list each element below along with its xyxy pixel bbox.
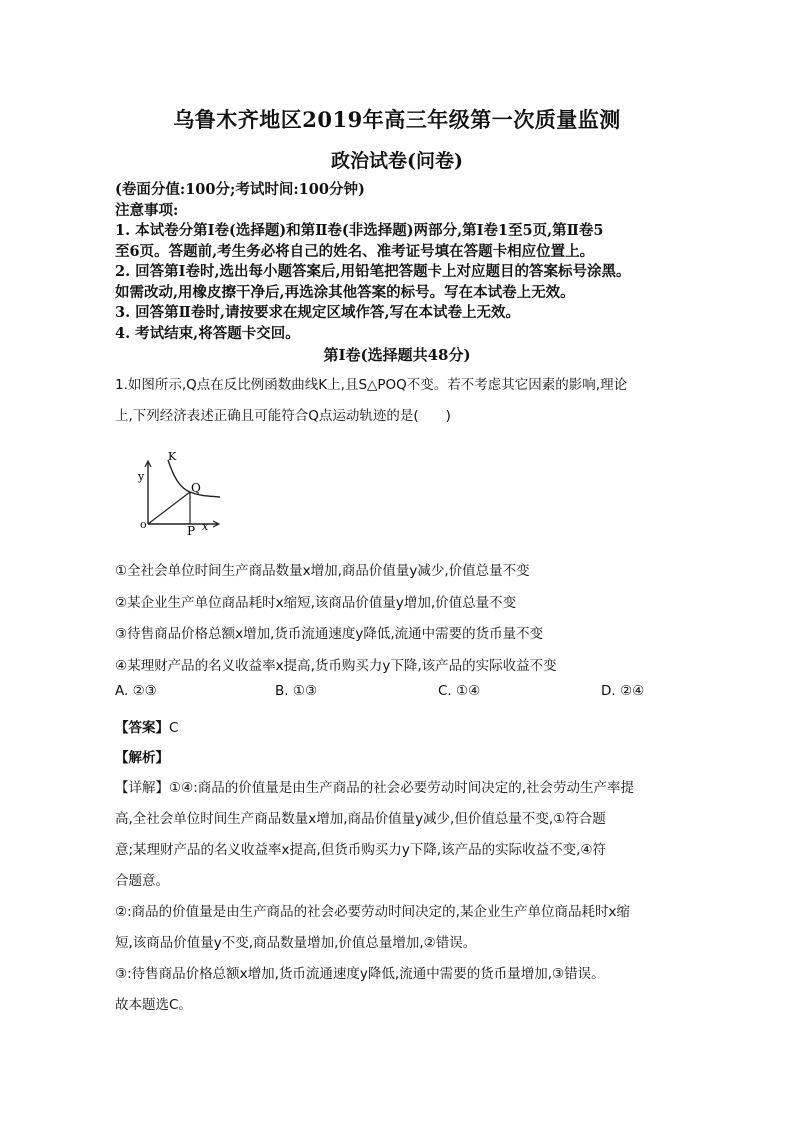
choice-a: A. ②③	[115, 683, 157, 699]
detail-line: 短,该商品价值量y不变,商品数量增加,价值总量增加,②错误。	[115, 935, 477, 951]
label-p: P	[187, 524, 196, 535]
option-statement: ②某企业生产单位商品耗时x缩短,该商品价值量y增加,价值总量不变	[115, 594, 517, 611]
answer-line	[115, 713, 695, 743]
inverse-proportion-figure	[128, 450, 228, 535]
question-options	[115, 556, 695, 682]
score-time-info: (卷面分值:100分;考试时间:100分钟)	[115, 181, 365, 198]
detail-line: 意;某理财产品的名义收益率x提高,但货币购买力y下降,该产品的实际收益不变,④符	[115, 842, 607, 858]
notes-line: 3. 回答第Ⅱ卷时,请按要求在规定区域作答,写在本试卷上无效。	[115, 304, 520, 321]
analysis-label: 【解析】	[115, 750, 169, 766]
notes-heading: 注意事项:	[115, 201, 179, 219]
detail-explanation	[115, 773, 695, 1021]
detail-line: 故本题选C。	[115, 997, 192, 1013]
notes-line: 1. 本试卷分第Ⅰ卷(选择题)和第Ⅱ卷(非选择题)两部分,第Ⅰ卷1至5页,第Ⅱ卷5	[115, 222, 604, 239]
detail-line: ③:待售商品价格总额x增加,货币流通速度y降低,流通中需要的货币量增加,③错误。	[115, 966, 605, 982]
answer-value: C	[169, 720, 179, 736]
option-statement: ④某理财产品的名义收益率x提高,货币购买力y下降,该产品的实际收益不变	[115, 657, 557, 674]
notes-line: 至6页。答题前,考生务必将自己的姓名、准考证号填在答题卡相应位置上。	[115, 242, 595, 260]
label-k: K	[168, 450, 177, 463]
choice-c: C. ①④	[438, 683, 481, 699]
label-y: y	[138, 470, 145, 483]
answer-label: 【答案】	[115, 720, 169, 736]
exam-title: 乌鲁木齐地区2019年高三年级第一次质量监测	[173, 107, 621, 132]
question-stem-line: 上,下列经济表述正确且可能符合Q点运动轨迹的是( )	[115, 408, 451, 424]
exam-notes	[115, 180, 695, 344]
section-title: 第Ⅰ卷(选择题共48分)	[323, 346, 471, 364]
exam-subtitle: 政治试卷(问卷)	[331, 150, 463, 172]
label-o: o	[140, 518, 147, 531]
question-stem	[115, 370, 695, 432]
label-q: Q	[191, 481, 201, 495]
notes-line: 2. 回答第Ⅰ卷时,选出每小题答案后,用铅笔把答题卡上对应题目的答案标号涂黑。	[115, 263, 631, 280]
detail-line: ②:商品的价值量是由生产商品的社会必要劳动时间决定的,某企业生产单位商品耗时x缩	[115, 904, 630, 920]
segment-oq	[148, 492, 190, 524]
notes-line: 4. 考试结束,将答题卡交回。	[115, 324, 300, 342]
choice-b: B. ①③	[275, 683, 318, 699]
label-x: x	[202, 520, 209, 533]
detail-line: 【详解】①④:商品的价值量是由生产商品的社会必要劳动时间决定的,社会劳动生产率提	[115, 780, 635, 796]
option-statement: ①全社会单位时间生产商品数量x增加,商品价值量y减少,价值总量不变	[115, 563, 530, 579]
question-stem-line: 1.如图所示,Q点在反比例函数曲线K上,且S△POQ不变。若不考虑其它因素的影响,理论	[115, 377, 628, 393]
answer-block	[115, 713, 695, 773]
answer-choices	[115, 683, 675, 705]
notes-line: 如需改动,用橡皮擦干净后,再选涂其他答案的标号。写在本试卷上无效。	[115, 283, 575, 301]
detail-line: 高,全社会单位时间生产商品数量x增加,商品价值量y减少,但价值总量不变,①符合题	[115, 811, 606, 827]
detail-line: 合题意。	[115, 873, 169, 889]
option-statement: ③待售商品价格总额x增加,货币流通速度y降低,流通中需要的货币量不变	[115, 626, 544, 642]
choice-d: D. ②④	[601, 683, 645, 699]
analysis-line	[115, 743, 695, 773]
